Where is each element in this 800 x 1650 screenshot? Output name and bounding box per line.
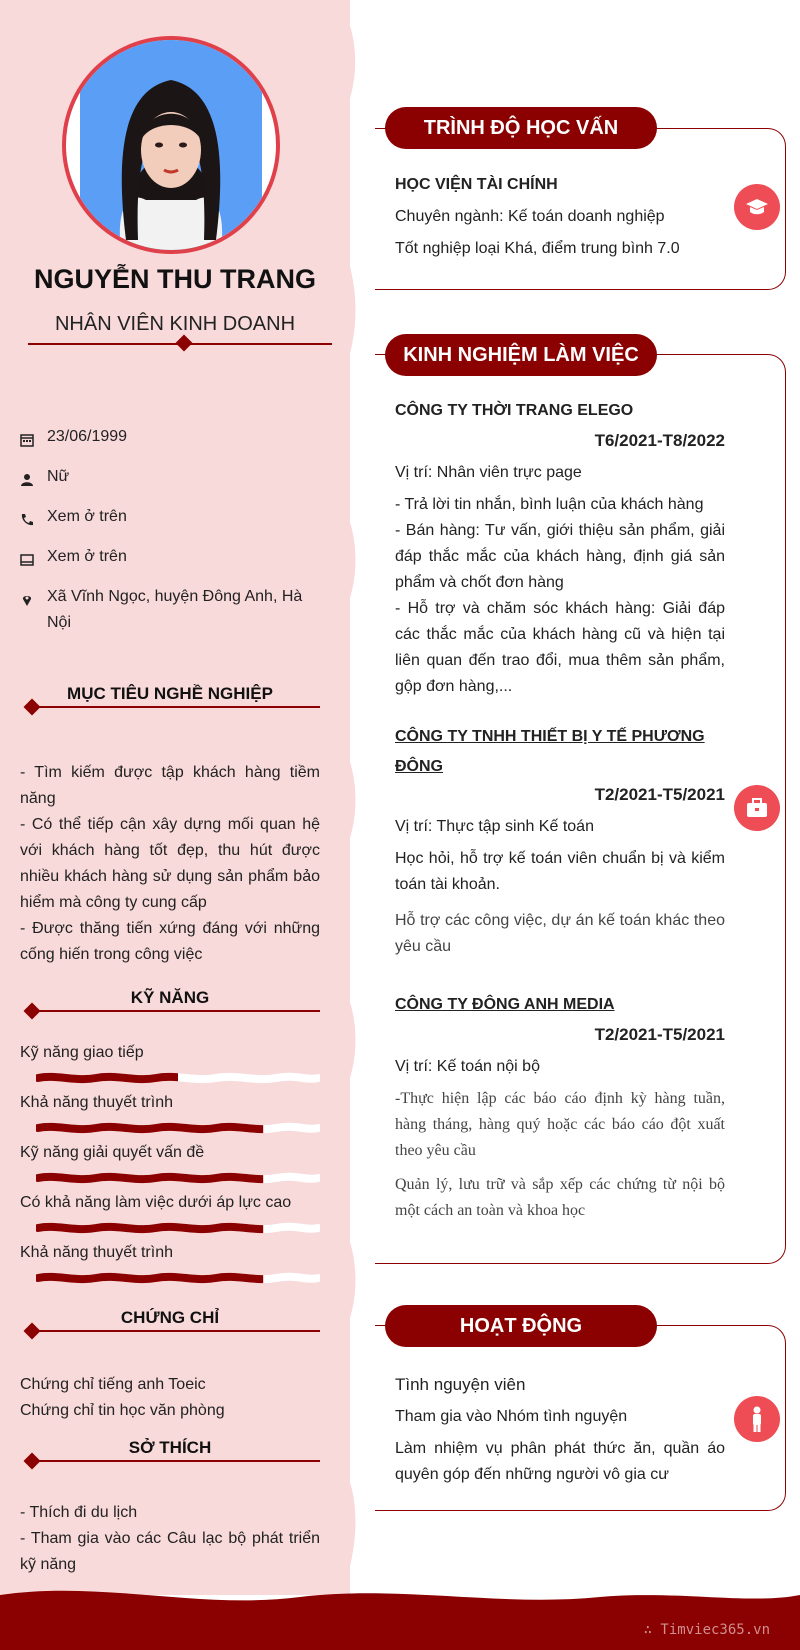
skill-level-bar	[36, 1072, 320, 1084]
profile-name: NGUYỄN THU TRANG	[34, 264, 316, 294]
skill-level-bar	[36, 1222, 320, 1234]
activity-task: Làm nhiệm vụ phân phát thức ăn, quần áo quyên góp đến những người vô gia cư	[395, 1440, 725, 1483]
skill-name: Khả năng thuyết trình	[20, 1244, 173, 1261]
job-2-detail-2: Hỗ trợ các công việc, dự án kế toán khác theo yêu cầu	[395, 912, 725, 955]
activities-heading: HOẠT ĐỘNG	[385, 1305, 657, 1347]
footer-wave	[0, 1585, 800, 1650]
user-icon	[20, 470, 34, 484]
job-1-period: T6/2021-T8/2022	[594, 431, 725, 450]
skill-level-bar	[36, 1272, 320, 1284]
objective-heading: MỤC TIÊU NGHỀ NGHIỆP	[20, 684, 320, 714]
person-icon	[734, 1396, 780, 1442]
phone-icon	[20, 510, 34, 524]
avatar	[62, 36, 280, 254]
contact-phone: Xem ở trên	[20, 504, 320, 530]
list-item: - Bán hàng: Tư vấn, giới thiệu sản phẩm, giải đáp thắc mắc của khách hàng, định giá sản phẩm và chốt đơn hàng	[395, 522, 725, 591]
job-2-company: CÔNG TY TNHH THIẾT BỊ Y TẾ PHƯƠNG ĐÔNG	[395, 728, 705, 775]
skills-heading: KỸ NĂNG	[20, 988, 320, 1018]
hobbies-list	[20, 1500, 320, 1578]
job-1-position: Vị trí: Nhân viên trực page	[395, 464, 582, 481]
job-3-company: CÔNG TY ĐÔNG ANH MEDIA	[395, 996, 615, 1013]
certificates-heading: CHỨNG CHỈ	[20, 1308, 320, 1338]
job-3-position: Vị trí: Kế toán nội bộ	[395, 1058, 540, 1075]
education-school: HỌC VIỆN TÀI CHÍNH	[395, 176, 558, 193]
list-item: - Tham gia vào các Câu lạc bộ phát triển kỹ năng	[20, 1530, 320, 1573]
list-item: - Hỗ trợ và chăm sóc khách hàng: Giải đáp các thắc mắc của khách hàng cũ và hiện tại liên quan đến trao đổi, mua thêm sản phẩm, gộp đơn hàng,...	[395, 600, 725, 695]
job-3-detail-1: -Thực hiện lập các báo cáo định kỳ hàng tuần, hàng tháng, hàng quý hoặc các báo cáo đột xuất theo yêu cầu	[395, 1090, 725, 1159]
education-result: Tốt nghiệp loại Khá, điểm trung bình 7.0	[395, 240, 680, 257]
list-item: - Trả lời tin nhắn, bình luận của khách hàng	[395, 496, 704, 513]
objective-text	[20, 760, 320, 968]
job-3-detail-2: Quản lý, lưu trữ và sắp xếp các chứng từ nội bộ một cách an toàn và khoa học	[395, 1176, 725, 1219]
job-2-position: Vị trí: Thực tập sinh Kế toán	[395, 818, 594, 835]
contact-birthdate: 23/06/1999	[20, 424, 320, 450]
experience-heading: KINH NGHIỆM LÀM VIỆC	[385, 334, 657, 376]
certificates-list	[20, 1372, 320, 1424]
skill-level-bar	[36, 1122, 320, 1134]
job-3-period: T2/2021-T5/2021	[594, 1025, 725, 1044]
contact-address: Xã Vĩnh Ngọc, huyện Đông Anh, Hà Nội	[20, 584, 320, 636]
job-1-details	[395, 492, 725, 700]
contact-gender: Nữ	[20, 464, 320, 490]
list-item: - Tìm kiếm được tập khách hàng tiềm năng	[20, 764, 320, 807]
hobbies-heading: SỞ THÍCH	[20, 1438, 320, 1468]
activity-group: Tham gia vào Nhóm tình nguyện	[395, 1408, 628, 1425]
list-item: - Thích đi du lịch	[20, 1504, 138, 1521]
skill-name: Kỹ năng giải quyết vấn đề	[20, 1144, 205, 1161]
job-2-period: T2/2021-T5/2021	[594, 785, 725, 804]
avatar-photo	[66, 40, 276, 250]
sidebar-wave-edge	[330, 0, 370, 1595]
skill-level-bar	[36, 1172, 320, 1184]
skill-name: Có khả năng làm việc dưới áp lực cao	[20, 1194, 292, 1211]
list-item: Chứng chỉ tiếng anh Toeic	[20, 1376, 206, 1393]
contact-email: Xem ở trên	[20, 544, 320, 570]
calendar-icon	[20, 430, 34, 444]
list-item: - Được thăng tiến xứng đáng với những cống hiến trong công việc	[20, 920, 320, 963]
watermark: ∴ Timviec365.vn	[643, 1622, 770, 1638]
list-item: - Có thể tiếp cận xây dựng mối quan hệ với khách hàng tốt đẹp, thu hút được nhiều khách hàng sử dụng sản phẩm bảo hiểm mà công ty cung cấp	[20, 816, 320, 911]
graduation-cap-icon	[734, 184, 780, 230]
job-2-detail-1: Học hỏi, hỗ trợ kế toán viên chuẩn bị và kiểm toán tài khoản.	[395, 850, 725, 893]
activity-role: Tình nguyện viên	[395, 1375, 526, 1394]
profile-title: NHÂN VIÊN KINH DOANH	[54, 313, 296, 335]
skill-name: Kỹ năng giao tiếp	[20, 1044, 144, 1061]
briefcase-icon	[734, 785, 780, 831]
list-item: Chứng chỉ tin học văn phòng	[20, 1402, 225, 1419]
skill-name: Khả năng thuyết trình	[20, 1094, 173, 1111]
education-heading: TRÌNH ĐỘ HỌC VẤN	[385, 107, 657, 149]
education-major: Chuyên ngành: Kế toán doanh nghiệp	[395, 208, 665, 225]
job-1-company: CÔNG TY THỜI TRANG ELEGO	[395, 402, 634, 419]
location-icon	[20, 590, 34, 604]
email-icon	[20, 550, 34, 564]
